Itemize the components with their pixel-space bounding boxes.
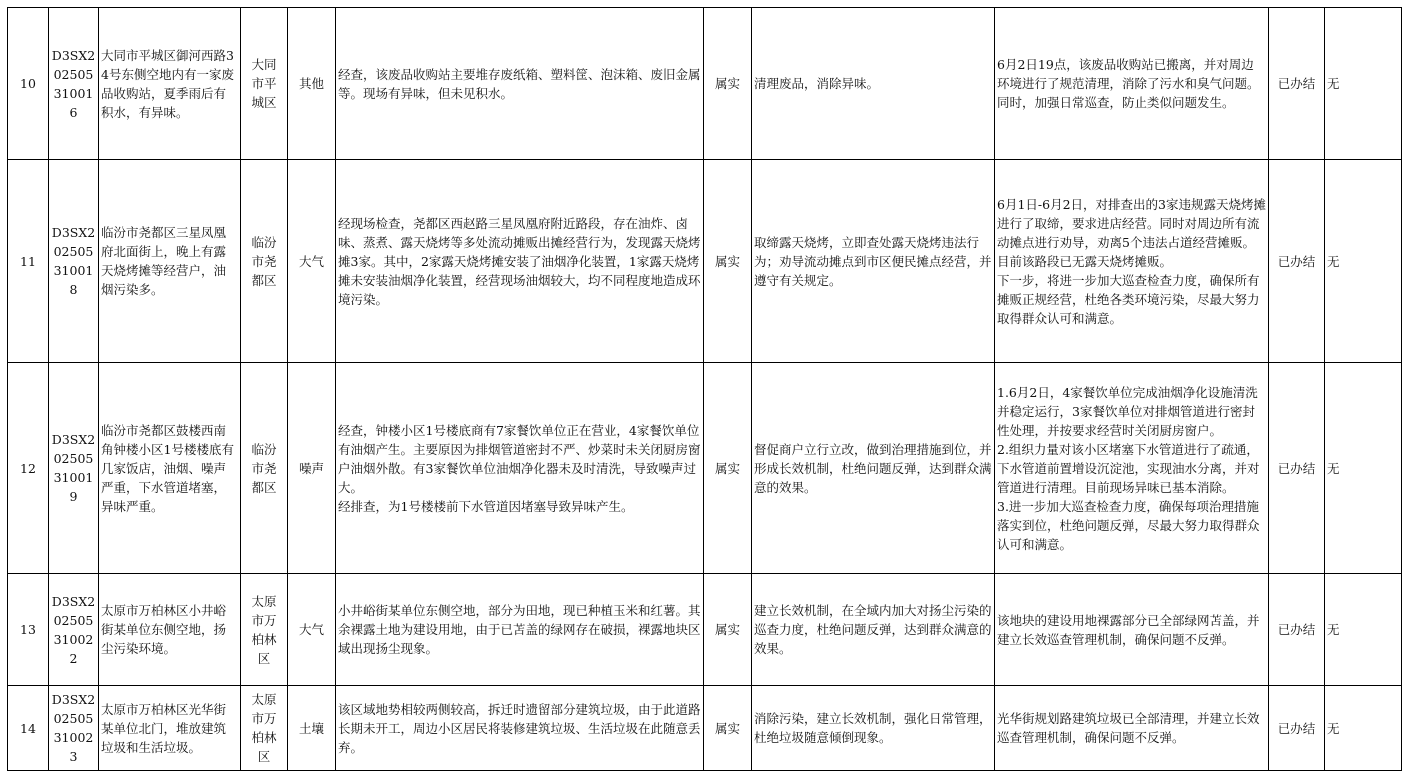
investigation-finding: 该区域地势相较两侧较高，拆迁时遗留部分建筑垃圾，由于此道路长期未开工，周边小区居民将装修建筑垃圾、生活垃圾在此随意丢弃。	[336, 686, 704, 771]
table-row	[8, 686, 1402, 771]
table-row	[8, 160, 1402, 363]
accountability: 无	[1325, 8, 1402, 160]
verdict: 属实	[704, 160, 752, 363]
pollution-type: 土壤	[288, 686, 336, 771]
complaint-content: 临汾市尧都区鼓楼西南角钟楼小区1号楼楼底有几家饭店，油烟、噪声严重，下水管道堵塞，异味严重。	[99, 363, 241, 574]
investigation-finding: 经现场检查，尧都区西赵路三星凤凰府附近路段，存在油炸、卤味、蒸煮、露天烧烤等多处流动摊贩出摊经营行为，发现露天烧烤摊3家。其中，2家露天烧烤摊安装了油烟净化装置，1家露天烧烤摊未安装油烟净化装置，经营现场油烟较大，均不同程度地造成环境污染。	[336, 160, 704, 363]
complaint-content: 临汾市尧都区三星凤凰府北面街上，晚上有露天烧烤摊等经营户，油烟污染多。	[99, 160, 241, 363]
handling-result: 6月1日-6月2日，对排查出的3家违规露天烧烤摊进行了取缔，要求进店经营。同时对周边所有流动摊点进行劝导，劝离5个违法占道经营摊贩。目前该路段已无露天烧烤摊贩。 下一步，将进一步加大巡查检查力度，确保所有摊贩正规经营，杜绝各类环境污染，尽最大努力取得群众认可和满意。	[995, 160, 1269, 363]
region: 太原 市万 柏林 区	[241, 686, 288, 771]
pollution-type: 大气	[288, 574, 336, 686]
complaint-content: 太原市万柏林区光华街某单位北门，堆放建筑垃圾和生活垃圾。	[99, 686, 241, 771]
case-table	[7, 7, 1402, 771]
accountability: 无	[1325, 363, 1402, 574]
rectification-measure: 消除污染，建立长效机制，强化日常管理，杜绝垃圾随意倾倒现象。	[752, 686, 995, 771]
case-status: 已办结	[1269, 160, 1325, 363]
row-number: 10	[8, 8, 49, 160]
region: 太原 市万 柏林 区	[241, 574, 288, 686]
verdict: 属实	[704, 8, 752, 160]
investigation-finding: 小井峪街某单位东侧空地，部分为田地，现已种植玉米和红薯。其余裸露土地为建设用地，由于已苫盖的绿网存在破损，裸露地块区域出现扬尘现象。	[336, 574, 704, 686]
pollution-type: 其他	[288, 8, 336, 160]
verdict: 属实	[704, 363, 752, 574]
verdict: 属实	[704, 686, 752, 771]
accountability: 无	[1325, 686, 1402, 771]
case-code: D3SX2 02505 31002 2	[49, 574, 99, 686]
verdict: 属实	[704, 574, 752, 686]
handling-result: 该地块的建设用地裸露部分已全部绿网苫盖，并建立长效巡查管理机制，确保问题不反弹。	[995, 574, 1269, 686]
table-row	[8, 574, 1402, 686]
case-status: 已办结	[1269, 574, 1325, 686]
pollution-type: 大气	[288, 160, 336, 363]
case-code: D3SX2 02505 31001 9	[49, 363, 99, 574]
row-number: 12	[8, 363, 49, 574]
handling-result: 6月2日19点，该废品收购站已搬离，并对周边环境进行了规范清理，消除了污水和臭气问题。同时，加强日常巡查，防止类似问题发生。	[995, 8, 1269, 160]
case-status: 已办结	[1269, 8, 1325, 160]
handling-result: 光华街规划路建筑垃圾已全部清理，并建立长效巡查管理机制，确保问题不反弹。	[995, 686, 1269, 771]
pollution-type: 噪声	[288, 363, 336, 574]
region: 临汾 市尧 都区	[241, 363, 288, 574]
rectification-measure: 清理废品，消除异味。	[752, 8, 995, 160]
investigation-finding: 经查，该废品收购站主要堆存废纸箱、塑料筐、泡沫箱、废旧金属等。现场有异味，但未见积水。	[336, 8, 704, 160]
table-row	[8, 8, 1402, 160]
row-number: 13	[8, 574, 49, 686]
row-number: 14	[8, 686, 49, 771]
region: 临汾 市尧 都区	[241, 160, 288, 363]
row-number: 11	[8, 160, 49, 363]
case-code: D3SX2 02505 31001 8	[49, 160, 99, 363]
rectification-measure: 建立长效机制，在全域内加大对扬尘污染的巡查力度，杜绝问题反弹，达到群众满意的效果。	[752, 574, 995, 686]
complaint-content: 太原市万柏林区小井峪街某单位东侧空地，扬尘污染环境。	[99, 574, 241, 686]
case-code: D3SX2 02505 31002 3	[49, 686, 99, 771]
case-status: 已办结	[1269, 363, 1325, 574]
handling-result: 1.6月2日，4家餐饮单位完成油烟净化设施清洗并稳定运行，3家餐饮单位对排烟管道进行密封性处理，并按要求经营时关闭厨房窗户。 2.组织力量对该小区堵塞下水管道进行了疏通，下水管道前置增设沉淀池，实现油水分离，并对管道进行清理。目前现场异味已基本消除。 3.进一步加大巡查检查力度，确保每项治理措施落实到位，杜绝问题反弹，尽最大努力取得群众认可和满意。	[995, 363, 1269, 574]
case-status: 已办结	[1269, 686, 1325, 771]
accountability: 无	[1325, 160, 1402, 363]
accountability: 无	[1325, 574, 1402, 686]
case-code: D3SX2 02505 31001 6	[49, 8, 99, 160]
table-row	[8, 363, 1402, 574]
complaint-content: 大同市平城区御河西路34号东侧空地内有一家废品收购站，夏季雨后有积水，有异味。	[99, 8, 241, 160]
rectification-measure: 取缔露天烧烤，立即查处露天烧烤违法行为；劝导流动摊点到市区便民摊点经营，并遵守有关规定。	[752, 160, 995, 363]
rectification-measure: 督促商户立行立改，做到治理措施到位，并形成长效机制，杜绝问题反弹，达到群众满意的效果。	[752, 363, 995, 574]
region: 大同 市平 城区	[241, 8, 288, 160]
investigation-finding: 经查，钟楼小区1号楼底商有7家餐饮单位正在营业，4家餐饮单位有油烟产生。主要原因为排烟管道密封不严、炒菜时未关闭厨房窗户油烟外散。有3家餐饮单位油烟净化器未及时清洗，导致噪声过大。 经排查，为1号楼楼前下水管道因堵塞导致异味产生。	[336, 363, 704, 574]
